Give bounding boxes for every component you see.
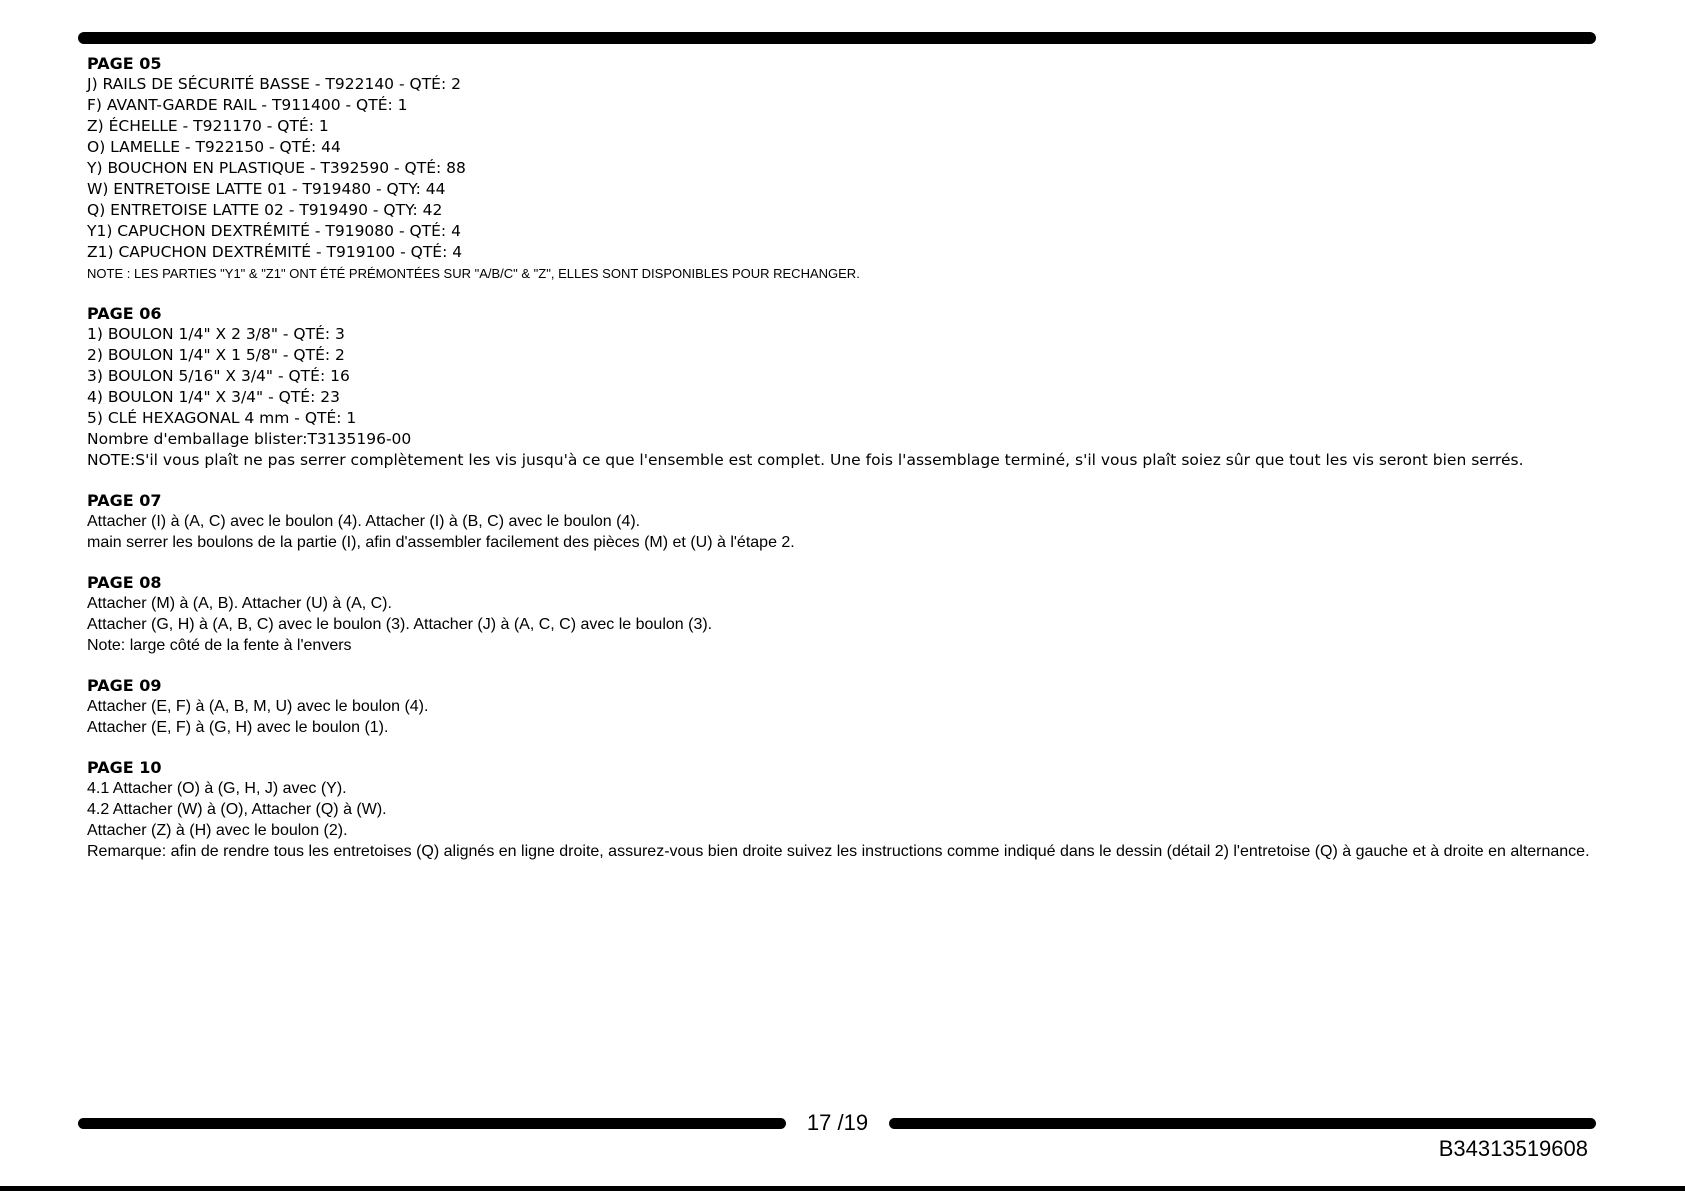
instruction-line: Y) BOUCHON EN PLASTIQUE - T392590 - QTÉ: 88 [87, 159, 466, 177]
section-page-9 [87, 675, 1607, 738]
instruction-line: Y1) CAPUCHON DEXTRÉMITÉ - T919080 - QTÉ: 4 [87, 222, 461, 240]
instruction-line: Attacher (E, F) à (A, B, M, U) avec le boulon (4). [87, 698, 429, 715]
instruction-line: main serrer les boulons de la partie (I), afin d'assembler facilement des pièces (M) et (U) à l'étape 2. [87, 534, 795, 551]
instruction-line: NOTE : LES PARTIES "Y1" & "Z1" ONT ÉTÉ PRÉMONTÉES SUR "A/B/C" & "Z", ELLES SONT DISPONIBLES POUR RECHANGER. [87, 266, 860, 281]
page-number: 17 /19 [806, 1110, 869, 1135]
bottom-edge [0, 1186, 1685, 1191]
section-page-7 [87, 490, 1607, 553]
top-divider-bar [78, 32, 1596, 44]
footer-left-bar [78, 1118, 786, 1129]
instruction-line: Remarque: afin de rendre tous les entretoises (Q) alignés en ligne droite, assurez-vous bien droite suivez les instructions comme indiqué dans le dessin (détail 2) l'entretoise (Q) à gauche et à droite en alternance. [87, 843, 1590, 860]
section-page-8 [87, 572, 1607, 656]
instruction-line: NOTE:S'il vous plaît ne pas serrer complètement les vis jusqu'à ce que l'ensemble est complet. Une fois l'assemblage terminé, s'il vous plaît soiez sûr que tout les vis seront bien serrés. [87, 451, 1524, 469]
instruction-line: Nombre d'emballage blister:T3135196-00 [87, 430, 412, 448]
section-heading: PAGE 05 [87, 54, 162, 73]
instruction-line: F) AVANT-GARDE RAIL - T911400 - QTÉ: 1 [87, 96, 408, 114]
section-heading: PAGE 09 [87, 676, 162, 695]
instruction-line: Z1) CAPUCHON DEXTRÉMITÉ - T919100 - QTÉ: 4 [87, 243, 463, 261]
instruction-line: 4.1 Attacher (O) à (G, H, J) avec (Y). [87, 780, 347, 797]
instruction-line: 3) BOULON 5/16" X 3/4" - QTÉ: 16 [87, 367, 350, 385]
instruction-line: 5) CLÉ HEXAGONAL 4 mm - QTÉ: 1 [87, 409, 357, 427]
section-heading: PAGE 07 [87, 491, 162, 510]
instruction-line: W) ENTRETOISE LATTE 01 - T919480 - QTY: 44 [87, 180, 446, 198]
document-code: B34313519608 [1438, 1136, 1588, 1161]
instruction-line: Attacher (M) à (A, B). Attacher (U) à (A, C). [87, 595, 392, 612]
footer-right-bar [889, 1118, 1596, 1129]
section-page-6 [87, 303, 1607, 471]
instruction-line: 1) BOULON 1/4" X 2 3/8" - QTÉ: 3 [87, 325, 345, 343]
instruction-line: Attacher (G, H) à (A, B, C) avec le boulon (3). Attacher (J) à (A, C, C) avec le boulon (3). [87, 616, 713, 633]
instruction-line: Q) ENTRETOISE LATTE 02 - T919490 - QTY: 42 [87, 201, 443, 219]
instruction-line: Attacher (I) à (A, C) avec le boulon (4). Attacher (I) à (B, C) avec le boulon (4). [87, 513, 641, 530]
instruction-line: O) LAMELLE - T922150 - QTÉ: 44 [87, 138, 341, 156]
section-heading: PAGE 10 [87, 758, 162, 777]
instruction-line: 4.2 Attacher (W) à (O), Attacher (Q) à (W). [87, 801, 387, 818]
instruction-line: J) RAILS DE SÉCURITÉ BASSE - T922140 - QTÉ: 2 [87, 75, 461, 93]
document-content [87, 53, 1607, 881]
section-page-5 [87, 53, 1607, 284]
instruction-line: Z) ÉCHELLE - T921170 - QTÉ: 1 [87, 117, 329, 135]
instruction-line: Attacher (Z) à (H) avec le boulon (2). [87, 822, 348, 839]
section-heading: PAGE 06 [87, 304, 162, 323]
instruction-line: 2) BOULON 1/4" X 1 5/8" - QTÉ: 2 [87, 346, 345, 364]
instruction-line: Note: large côté de la fente à l'envers [87, 637, 352, 654]
section-heading: PAGE 08 [87, 573, 162, 592]
instruction-line: Attacher (E, F) à (G, H) avec le boulon (1). [87, 719, 389, 736]
section-page-10 [87, 757, 1607, 862]
instruction-line: 4) BOULON 1/4" X 3/4" - QTÉ: 23 [87, 388, 340, 406]
